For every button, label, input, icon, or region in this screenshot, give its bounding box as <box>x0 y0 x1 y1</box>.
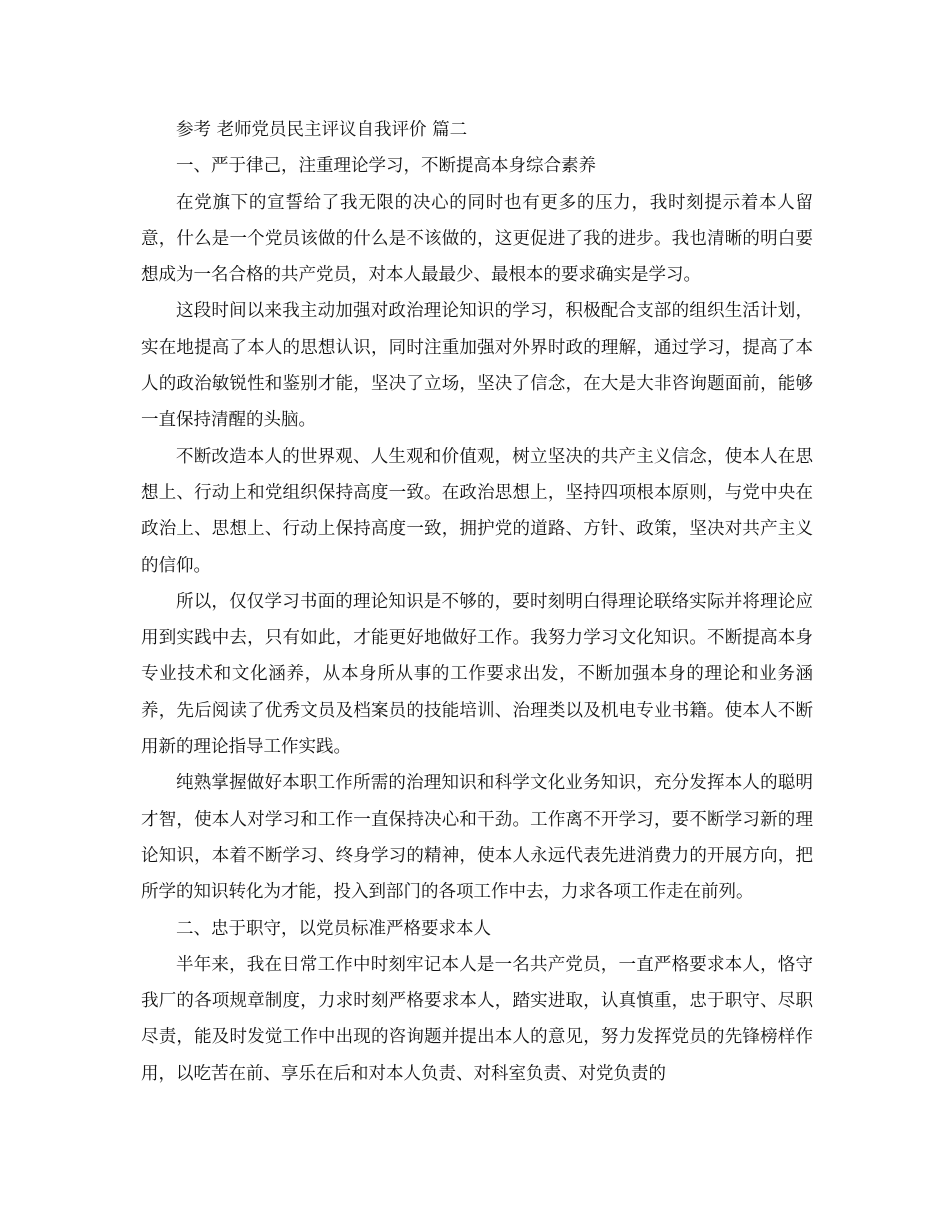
section-heading-1: 一、严于律己，注重理论学习，不断提高本身综合素养 <box>176 156 596 177</box>
paragraph-5: 纯熟掌握做好本职工作所需的治理知识和科学文化业务知识，充分发挥本人的聪明才智，使本人对学习和工作一直保持决心和干劲。工作离不开学习，要不断学习新的理论知识，本着不断学习、终身学习的精神，使本人永远代表先进消费力的开展方向，把所学的知识转化为才能，投入到部门的各项工作中去，力求各项工作走在前列。 <box>141 773 813 903</box>
paragraph-6: 半年来，我在日常工作中时刻牢记本人是一名共产党员，一直严格要求本人，恪守我厂的各项规章制度，力求时刻严格要求本人，踏实进取，认真慎重，忠于职守、尽职尽责，能及时发觉工作中出现的咨询题并提出本人的意见，努力发挥党员的先锋榜样作用，以吃苦在前、享乐在后和对本人负责、对科室负责、对党负责的 <box>141 954 813 1084</box>
section-heading-2: 二、忠于职守，以党员标准严格要求本人 <box>176 918 491 939</box>
document-body <box>141 112 813 1092</box>
document-title: 参考 老师党员民主评议自我评价 篇二 <box>176 120 468 140</box>
paragraph-3: 不断改造本人的世界观、人生观和价值观，树立坚决的共产主义信念，使本人在思想上、行动上和党组织保持高度一致。在政治思想上，坚持四项根本原则，与党中央在政治上、思想上、行动上保持高度一致，拥护党的道路、方针、政策，坚决对共产主义的信仰。 <box>141 446 813 576</box>
paragraph-1: 在党旗下的宣誓给了我无限的决心的同时也有更多的压力，我时刻提示着本人留意，什么是一个党员该做的什么是不该做的，这更促进了我的进步。我也清晰的明白要想成为一名合格的共产党员，对本人最最少、最根本的要求确实是学习。 <box>141 192 813 286</box>
paragraph-4: 所以，仅仅学习书面的理论知识是不够的，要时刻明白得理论联络实际并将理论应用到实践中去，只有如此，才能更好地做好工作。我努力学习文化知识。不断提高本身专业技术和文化涵养，从本身所从事的工作要求出发，不断加强本身的理论和业务涵养，先后阅读了优秀文员及档案员的技能培训、治理类以及机电专业书籍。使本人不断用新的理论指导工作实践。 <box>141 591 813 758</box>
paragraph-2: 这段时间以来我主动加强对政治理论知识的学习，积极配合支部的组织生活计划，实在地提高了本人的思想认识，同时注重加强对外界时政的理解，通过学习，提高了本人的政治敏锐性和鉴别才能，坚决了立场，坚决了信念，在大是大非咨询题面前，能够一直保持清醒的头脑。 <box>141 301 813 431</box>
